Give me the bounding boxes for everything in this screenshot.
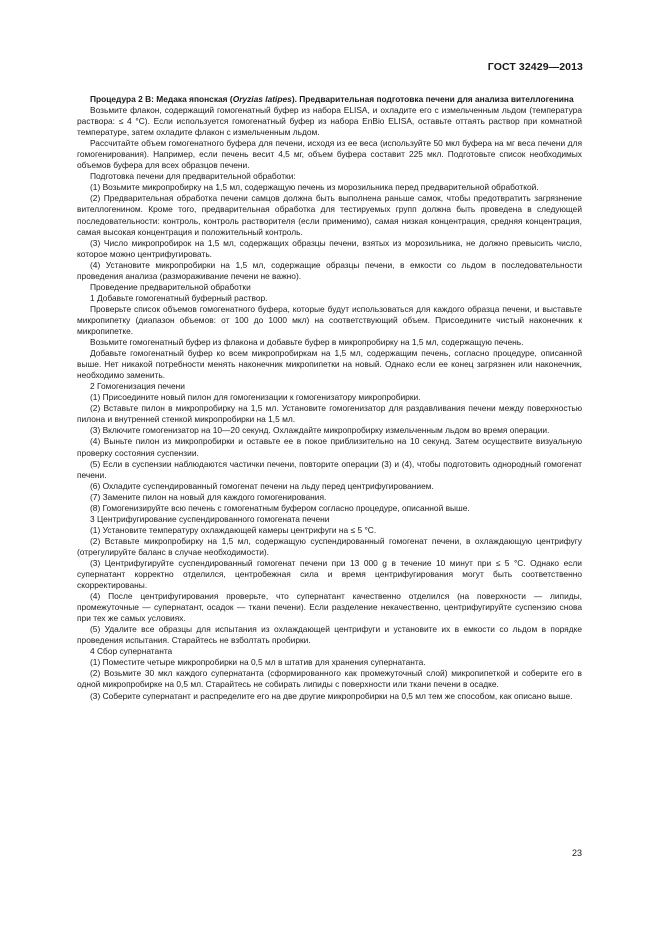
step-title: 3 Центрифугирование суспендированного гомогената печени [90,513,330,524]
document-code: ГОСТ 32429—2013 [487,61,583,73]
paragraph: (6) Охладите суспендированный гомогенат печени на льду перед центрифугированием. [90,480,434,491]
step-title: 4 Сбор супернатанта [90,646,173,657]
section-title: Проведение предварительной обработки [90,281,251,292]
step-title: 1 Добавьте гомогенатный буферный раствор. [90,292,268,303]
paragraph: (2) Вставьте микропробирку на 1,5 мл, содержащую суспендированный гомогенат печени, в охлаждающую центрифугу (отрегулируйте баланс в случае необходимости). [77,535,582,557]
paragraph: (3) Число микропробирок на 1,5 мл, содержащих образцы печени, взятых из морозильника, не должно превысить число, которое можно центрифугировать. [77,237,582,259]
heading-species: Oryzias latipes [232,94,292,104]
paragraph: (4) Установите микропробирки на 1,5 мл, содержащие образцы печени, в емкости со льдом в последовательности проведения анализа (размораживание печени не важно). [77,259,582,281]
paragraph: (5) Если в суспензии наблюдаются частички печени, повторите операции (3) и (4), чтобы подготовить однородный гомогенат печени. [77,458,582,480]
paragraph: (1) Возьмите микропробирку на 1,5 мл, содержащую печень из морозильника перед предварительной обработкой. [90,182,539,193]
paragraph: Проверьте список объемов гомогенатного буфера, которые будут использоваться для каждого образца печени, и выставьте микропипетку (диапазон объемов: от 100 до 1000 мкл) на соответствующий объем. Присоедините чистый наконечник к микропипетке. [77,303,582,336]
step-title: 2 Гомогенизация печени [90,381,185,392]
paragraph: (4) Выньте пилон из микропробирки и оставьте ее в покое приблизительно на 10 секунд. Затем осуществите визуальную проверку состояния суспензии. [77,436,582,458]
paragraph: (1) Поместите четыре микропробирки на 0,5 мл в штатив для хранения супернатанта. [90,657,426,668]
procedure-heading [77,94,582,105]
heading-prefix: Процедура 2 В: Медака японская ( [90,94,233,104]
paragraph: Добавьте гомогенатный буфер ко всем микропробиркам на 1,5 мл, содержащим печень, согласно процедуре, описанной выше. Нет никакой потребности менять наконечник микропипетки на новый. Однако если ее конец загрязнен или наконечник, необходимо заменить. [77,348,582,381]
paragraph: (1) Установите температуру охлаждающей камеры центрифуги на ≤ 5 °С. [90,524,377,535]
paragraph: Подготовка печени для предварительной обработки: [90,171,296,182]
body-text [77,94,582,702]
paragraph: (8) Гомогенизируйте всю печень с гомогенатным буфером согласно процедуре, описанной выше. [90,502,470,513]
heading-suffix: ). Предварительная подготовка печени для анализа вителлогенина [291,94,574,104]
paragraph: Возьмите гомогенатный буфер из флакона и добавьте буфер в микропробирку на 1,5 мл, содержащую печень. [90,337,524,348]
paragraph: (3) Соберите супернатант и распределите его на две другие микропробирки на 0,5 мл тем же способом, как описано выше. [90,690,573,701]
paragraph: (2) Возьмите 30 мкл каждого супернатанта (сформированного как промежуточный слой) микропипеткой и соберите его в одной микропробирке на 0,5 мл. Старайтесь не собирать липиды с поверхности или ткани печени в осадке. [77,668,582,690]
paragraph: (1) Присоедините новый пилон для гомогенизации к гомогенизатору микропробирки. [90,392,421,403]
paragraph: (5) Удалите все образцы для испытания из охлаждающей центрифуги и установите их в емкости со льдом в порядке проведения испытания. Старайтесь не взболтать пробирки. [77,624,582,646]
paragraph: (3) Включите гомогенизатор на 10—20 секунд. Охлаждайте микропробирку измельченным льдом во время операции. [90,425,550,436]
paragraph: (3) Центрифугируйте суспендированный гомогенат печени при 13 000 g в течение 10 минут при ≤ 5 °С. Однако если супернатант корректно отделился, центробежная сила и время центрифугирования могут быть соответственно скорректированы. [77,557,582,591]
page-number: 23 [571,848,582,858]
paragraph: (7) Замените пилон на новый для каждого гомогенирования. [90,491,327,502]
paragraph: (4) После центрифугирования проверьте, что супернатант качественно отделился (на поверхности — липиды, промежуточные — супернатант, осадок — ткани печени). Если разделение некачественно, центрифугируйте суспензию снова при тех же самых условиях. [77,591,582,624]
paragraph: (2) Вставьте пилон в микропробирку на 1,5 мл. Установите гомогенизатор для раздавливания печени между поверхностью пилона и внутренней стенкой микропробирки на 1,5 мл. [77,403,582,425]
paragraph: Возьмите флакон, содержащий гомогенатный буфер из набора ELISA, и охладите его с измельченным льдом (температура раствора: ≤ 4 °С). Если используется гомогенатный буфер из набора EnBio ELISA, оставьте оттаять раствор при комнатной температуре, затем охладите флакон с измельченным льдом. [77,105,582,138]
paragraph: (2) Предварительная обработка печени самцов должна быть выполнена раньше самок, чтобы предотвратить загрязнение вителлогенином. Кроме того, предварительная обработка для тестируемых групп должна быть проведена в следующей последовательности: контроль, контроль растворителя (если применимо), самая низкая концентрация, средняя концентрация, самая высокая концентрация и положительный контроль. [77,193,582,237]
paragraph: Рассчитайте объем гомогенатного буфера для печени, исходя из ее веса (используйте 50 мкл буфера на мг веса печени для гомогенирования). Например, если печень весит 4,5 мг, объем буфера составит 225 мкл. Подготовьте список необходимых объемов буфера для всех образцов печени. [77,138,582,171]
